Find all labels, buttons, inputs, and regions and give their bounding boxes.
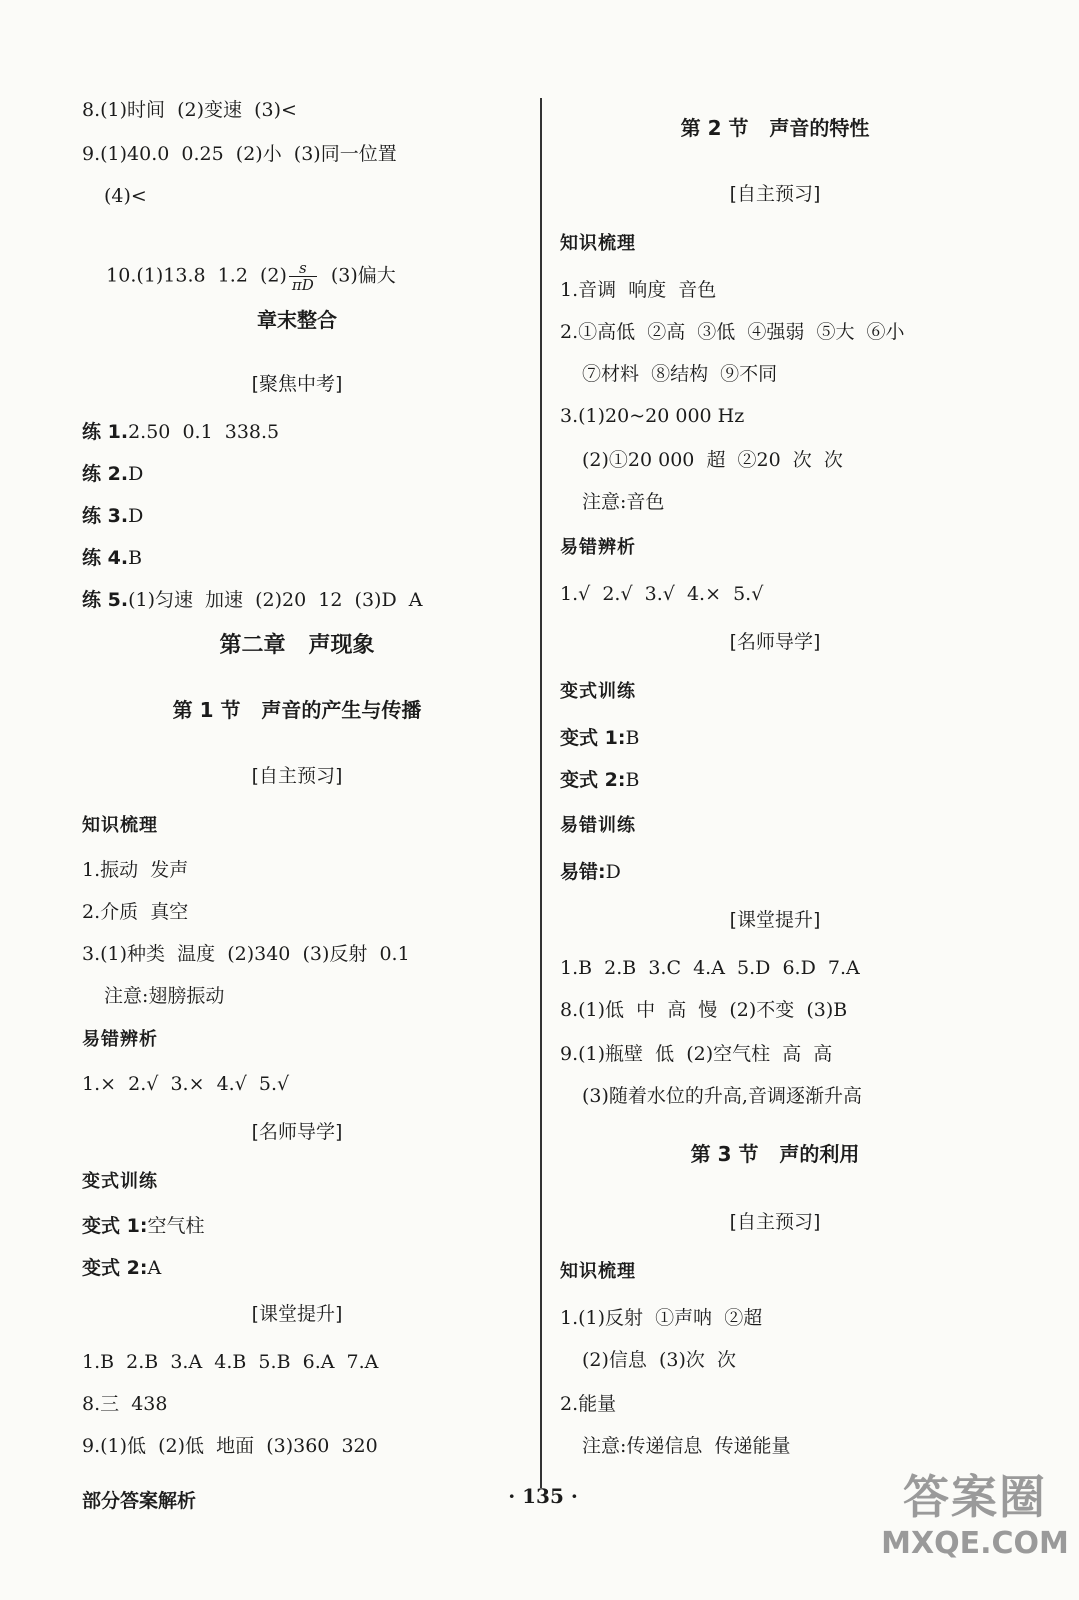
exercise-line bbox=[82, 462, 143, 486]
category-heading: 易错训练 bbox=[560, 815, 636, 836]
answer-line: 1.B 2.B 3.A 4.B 5.B 6.A 7.A bbox=[82, 1351, 379, 1373]
exercise-label: 练 1. bbox=[82, 421, 129, 443]
watermark-text: 答案圈 bbox=[903, 1470, 1047, 1524]
answer-line: 9.(1)低 (2)低 地面 (3)360 320 bbox=[82, 1435, 378, 1457]
section-title: 第 3 节 声的利用 bbox=[690, 1142, 860, 1166]
subsection-title: [自主预习] bbox=[729, 183, 821, 205]
category-heading: 知识梳理 bbox=[560, 1261, 636, 1282]
variant-line bbox=[560, 726, 639, 750]
variant-answer: B bbox=[625, 727, 640, 749]
variant-label: 变式 1: bbox=[82, 1215, 148, 1237]
exercise-line bbox=[82, 588, 423, 612]
section-title: 章末整合 bbox=[257, 308, 337, 332]
answer-line: (4)< bbox=[104, 185, 147, 207]
answer-text: (3)偏大 bbox=[318, 264, 396, 287]
answer-line: (3)随着水位的升高,音调逐渐升高 bbox=[582, 1085, 862, 1107]
subsection-title: [自主预习] bbox=[251, 765, 343, 787]
subsection-title: [课堂提升] bbox=[729, 909, 821, 931]
answer-line: 2.介质 真空 bbox=[82, 901, 189, 923]
note-line: 注意:音色 bbox=[582, 491, 665, 513]
footer-title: 部分答案解析 bbox=[82, 1490, 197, 1512]
exercise-line bbox=[82, 504, 143, 528]
note-line: 注意:翅膀振动 bbox=[104, 985, 225, 1007]
answer-line: (2)信息 (3)次 次 bbox=[582, 1349, 736, 1371]
variant-label: 易错: bbox=[560, 861, 606, 883]
exercise-line bbox=[82, 546, 142, 570]
subsection-title: [名师导学] bbox=[729, 631, 821, 653]
column-divider bbox=[540, 98, 542, 1488]
exercise-label: 练 4. bbox=[82, 547, 129, 569]
exercise-answer: D bbox=[128, 463, 144, 485]
variant-line bbox=[82, 1256, 161, 1280]
exercise-line bbox=[82, 420, 279, 444]
fraction-numerator: s bbox=[289, 260, 317, 277]
category-heading: 易错辨析 bbox=[560, 537, 636, 558]
variant-answer: A bbox=[147, 1257, 162, 1279]
answer-line: 2.能量 bbox=[560, 1393, 617, 1415]
answer-line: 1.振动 发声 bbox=[82, 859, 189, 881]
chapter-title: 第二章 声现象 bbox=[219, 633, 375, 658]
variant-line bbox=[560, 768, 639, 792]
variant-answer: 空气柱 bbox=[147, 1215, 205, 1237]
answer-line: 8.三 438 bbox=[82, 1393, 168, 1415]
answer-line: 3.(1)20~20 000 Hz bbox=[560, 405, 745, 427]
answer-line: 8.(1)时间 (2)变速 (3)< bbox=[82, 99, 297, 121]
variant-line bbox=[82, 1214, 204, 1238]
exercise-label: 练 5. bbox=[82, 589, 129, 611]
exercise-answer: 2.50 0.1 338.5 bbox=[128, 421, 280, 443]
exercise-answer: B bbox=[128, 547, 143, 569]
section-title: 第 2 节 声音的特性 bbox=[680, 116, 870, 140]
answer-line: 1.B 2.B 3.C 4.A 5.D 6.D 7.A bbox=[560, 957, 860, 979]
exercise-label: 练 2. bbox=[82, 463, 129, 485]
watermark-logo bbox=[880, 1468, 1070, 1596]
answer-line: (2)①20 000 超 ②20 次 次 bbox=[582, 449, 843, 471]
category-heading: 易错辨析 bbox=[82, 1029, 158, 1050]
answer-line: ⑦材料 ⑧结构 ⑨不同 bbox=[582, 363, 778, 385]
note-line: 注意:传递信息 传递能量 bbox=[582, 1435, 791, 1457]
answer-text: 10.(1)13.8 1.2 (2) bbox=[106, 264, 287, 287]
subsection-title: [聚焦中考] bbox=[251, 373, 343, 395]
category-heading: 知识梳理 bbox=[82, 815, 158, 836]
answer-line: 1.√ 2.√ 3.√ 4.× 5.√ bbox=[560, 583, 764, 605]
exercise-answer: D bbox=[128, 505, 144, 527]
subsection-title: [自主预习] bbox=[729, 1211, 821, 1233]
answer-line: 1.(1)反射 ①声呐 ②超 bbox=[560, 1307, 763, 1329]
answer-line: 1.音调 响度 音色 bbox=[560, 279, 717, 301]
variant-label: 变式 2: bbox=[82, 1257, 148, 1279]
answer-line: 1.× 2.√ 3.× 4.√ 5.√ bbox=[82, 1073, 290, 1095]
variant-label: 变式 1: bbox=[560, 727, 626, 749]
variant-label: 变式 2: bbox=[560, 769, 626, 791]
answer-line: 3.(1)种类 温度 (2)340 (3)反射 0.1 bbox=[82, 943, 410, 965]
variant-answer: B bbox=[625, 769, 640, 791]
category-heading: 知识梳理 bbox=[560, 233, 636, 254]
category-heading: 变式训练 bbox=[82, 1171, 158, 1192]
answer-line: 9.(1)40.0 0.25 (2)小 (3)同一位置 bbox=[82, 143, 397, 165]
answer-line-fraction bbox=[82, 236, 396, 317]
subsection-title: [课堂提升] bbox=[251, 1303, 343, 1325]
watermark-url: MXQE.COM bbox=[881, 1526, 1069, 1561]
answer-line: 9.(1)瓶壁 低 (2)空气柱 高 高 bbox=[560, 1043, 833, 1065]
category-heading: 变式训练 bbox=[560, 681, 636, 702]
answer-line: 2.①高低 ②高 ③低 ④强弱 ⑤大 ⑥小 bbox=[560, 321, 905, 343]
section-title: 第 1 节 声音的产生与传播 bbox=[172, 698, 422, 722]
variant-answer: D bbox=[605, 861, 621, 883]
exercise-label: 练 3. bbox=[82, 505, 129, 527]
exercise-answer: (1)匀速 加速 (2)20 12 (3)D A bbox=[128, 589, 423, 611]
page-number: · 135 · bbox=[508, 1484, 578, 1508]
subsection-title: [名师导学] bbox=[251, 1121, 343, 1143]
answer-line: 8.(1)低 中 高 慢 (2)不变 (3)B bbox=[560, 999, 848, 1021]
fraction bbox=[289, 260, 317, 293]
variant-line bbox=[560, 860, 621, 884]
fraction-denominator: πD bbox=[291, 276, 314, 294]
